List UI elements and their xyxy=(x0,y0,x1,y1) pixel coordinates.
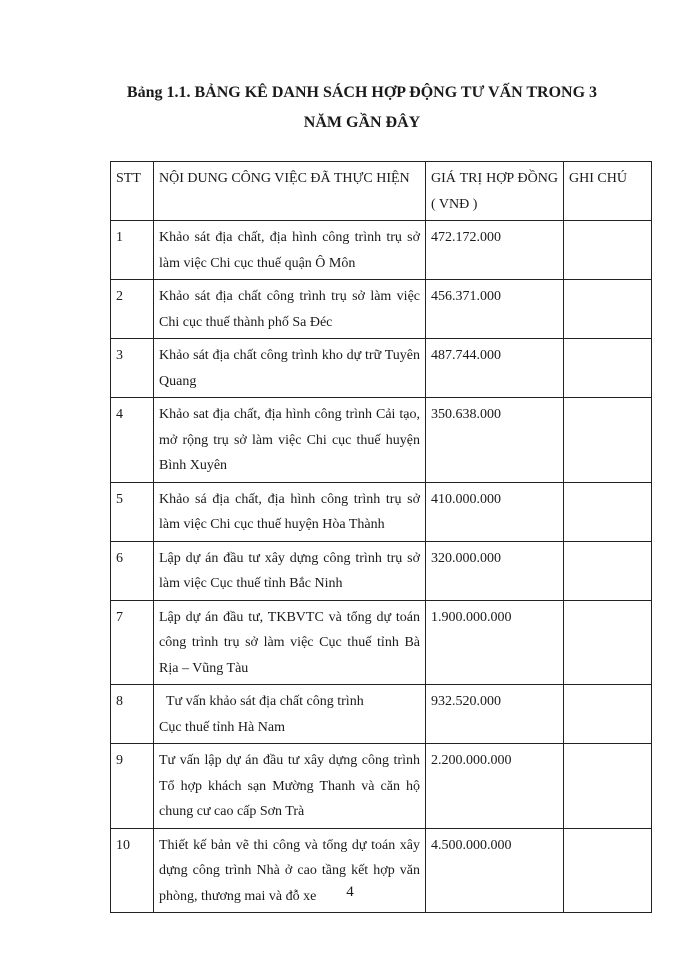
table-row xyxy=(111,685,652,744)
cell-value: 2.200.000.000 xyxy=(426,744,564,829)
cell-note xyxy=(564,339,652,398)
header-value: GIÁ TRỊ HỢP ĐỒNG ( VNĐ ) xyxy=(426,162,564,221)
cell-value: 350.638.000 xyxy=(426,398,564,483)
cell-note xyxy=(564,280,652,339)
table-row xyxy=(111,541,652,600)
cell-content: Khảo sát địa chất công trình trụ sở làm việc Chi cục thuế thành phố Sa Đéc xyxy=(154,280,426,339)
table-row xyxy=(111,221,652,280)
table-row xyxy=(111,339,652,398)
cell-stt: 7 xyxy=(111,600,154,685)
cell-content: Khảo sat địa chất, địa hình công trình Cải tạo, mở rộng trụ sở làm việc Chi cục thuế huyện Bình Xuyên xyxy=(154,398,426,483)
table-header-row xyxy=(111,162,652,221)
cell-value: 4.500.000.000 xyxy=(426,828,564,913)
cell-content: Khảo sát địa chất công trình kho dự trữ Tuyên Quang xyxy=(154,339,426,398)
cell-value: 487.744.000 xyxy=(426,339,564,398)
cell-content: Lập dự án đầu tư, TKBVTC và tổng dự toán công trình trụ sở làm việc Cục thuế tỉnh Bà Rịa – Vũng Tàu xyxy=(154,600,426,685)
contracts-table-body xyxy=(111,162,652,913)
cell-note xyxy=(564,541,652,600)
cell-stt: 3 xyxy=(111,339,154,398)
table-row xyxy=(111,744,652,829)
cell-content: Tư vấn lập dự án đầu tư xây dựng công trình Tổ hợp khách sạn Mường Thanh và căn hộ chung cư cao cấp Sơn Trà xyxy=(154,744,426,829)
cell-content: Khảo sá địa chất, địa hình công trình trụ sở làm việc Chi cục thuế huyện Hòa Thành xyxy=(154,482,426,541)
cell-stt: 6 xyxy=(111,541,154,600)
cell-note xyxy=(564,398,652,483)
cell-note xyxy=(564,685,652,744)
cell-stt: 2 xyxy=(111,280,154,339)
cell-note xyxy=(564,744,652,829)
cell-content: Thiết kế bản vẽ thi công và tổng dự toán xây dựng công trình Nhà ở cao tầng kết hợp văn phòng, thương mai và đỗ xe xyxy=(154,828,426,913)
header-content: NỘI DUNG CÔNG VIỆC ĐÃ THỰC HIỆN xyxy=(154,162,426,221)
cell-value: 1.900.000.000 xyxy=(426,600,564,685)
cell-note xyxy=(564,482,652,541)
cell-stt: 4 xyxy=(111,398,154,483)
cell-content: Lập dự án đầu tư xây dựng công trình trụ sở làm việc Cục thuế tỉnh Bắc Ninh xyxy=(154,541,426,600)
table-row xyxy=(111,482,652,541)
cell-note xyxy=(564,600,652,685)
cell-value: 410.000.000 xyxy=(426,482,564,541)
table-row xyxy=(111,280,652,339)
table-caption xyxy=(60,78,664,138)
cell-value: 456.371.000 xyxy=(426,280,564,339)
cell-stt: 1 xyxy=(111,221,154,280)
cell-content: Khảo sát địa chất, địa hình công trình trụ sở làm việc Chi cục thuế quận Ô Môn xyxy=(154,221,426,280)
cell-value: 320.000.000 xyxy=(426,541,564,600)
header-stt: STT xyxy=(111,162,154,221)
cell-content: Tư vấn khảo sát địa chất công trình Cục thuế tỉnh Hà Nam xyxy=(154,685,426,744)
table-row xyxy=(111,398,652,483)
caption-line-2: NĂM GẦN ĐÂY xyxy=(303,114,421,131)
cell-value: 932.520.000 xyxy=(426,685,564,744)
page-number: 4 xyxy=(346,884,354,900)
cell-stt: 8 xyxy=(111,685,154,744)
cell-stt: 10 xyxy=(111,828,154,913)
table-row xyxy=(111,600,652,685)
caption-line-1: Bảng 1.1. BẢNG KÊ DANH SÁCH HỢP ĐỘNG TƯ VẤN TRONG 3 xyxy=(126,84,598,101)
cell-note xyxy=(564,221,652,280)
cell-stt: 9 xyxy=(111,744,154,829)
cell-value: 472.172.000 xyxy=(426,221,564,280)
header-note: GHI CHÚ xyxy=(564,162,652,221)
cell-stt: 5 xyxy=(111,482,154,541)
contracts-table xyxy=(110,161,652,913)
